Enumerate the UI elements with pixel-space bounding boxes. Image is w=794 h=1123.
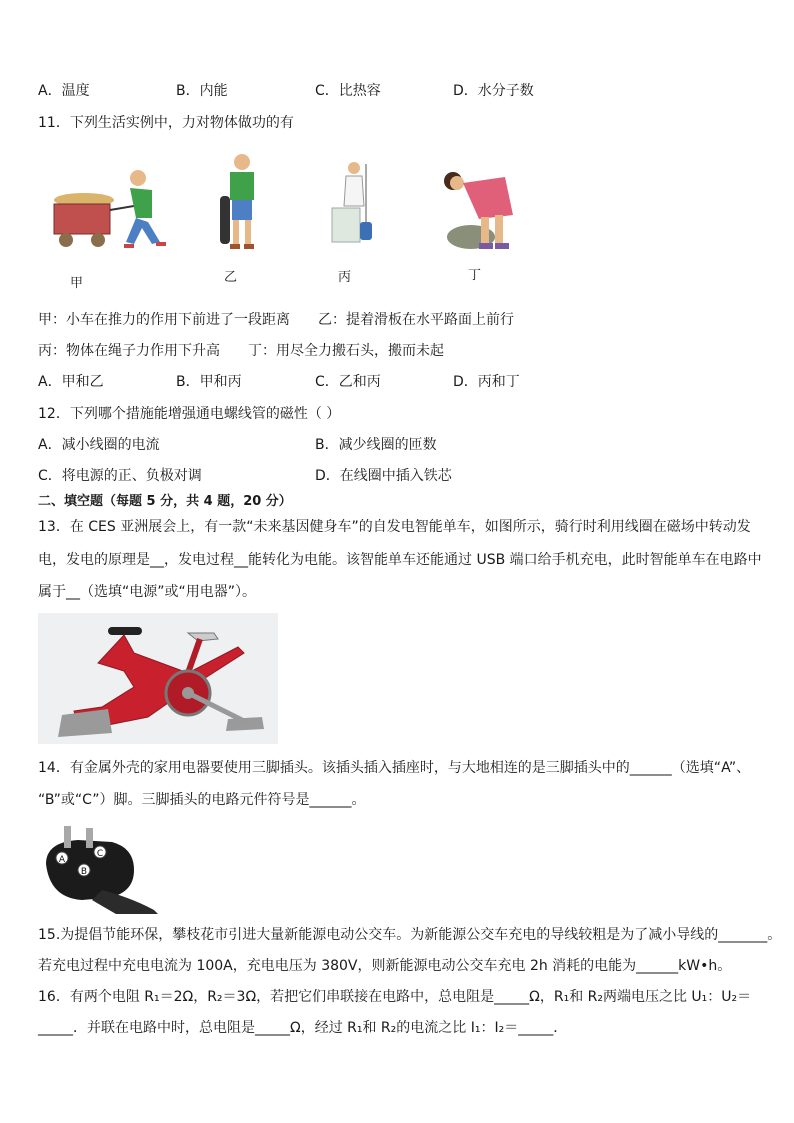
caption-yi: 乙 [224,270,238,285]
q11-option-a: A．甲和乙 [38,374,104,390]
raising-object-figure [330,160,380,244]
q15-line2: 若充电过程中充电电流为 100A，充电电压为 380V，则新能源电动公交车充电 2h 消耗的电能为______kW•h。 [38,958,732,974]
three-pin-plug-image [42,824,158,914]
caption-bing: 丙 [338,270,352,285]
q13-line3: 属于__（选填“电源”或“用电器”）。 [38,584,257,600]
plug-label-b: B [80,867,88,877]
q12-option-a: A．减小线圈的电流 [38,437,160,453]
q13-line2: 电，发电的原理是__，发电过程__能转化为电能。该智能单车还能通过 USB 端口给手机充电，此时智能单车在电路中 [38,552,762,568]
q16-line2: _____．并联在电路中时，总电阻是_____Ω，经过 R₁和 R₂的电流之比 I₁：I₂＝_____． [38,1020,568,1036]
q14-line2: “B”或“C”）脚。三脚插头的电路元件符号是______。 [38,792,366,808]
q13-line1: 13．在 CES 亚洲展会上，有一款“未来基因健身车”的自发电智能单车，如图所示，骑行时利用线圈在磁场中转动发 [38,519,751,535]
q12-option-c: C．将电源的正、负极对调 [38,468,202,484]
holding-skateboard-figure [218,152,266,252]
q15-line1: 15.为提倡节能环保，攀枝花市引进大量新能源电动公交车。为新能源公交车充电的导线较粗是为了减小导线的_______。 [38,927,782,943]
fitness-bike-image [38,613,278,744]
lifting-stone-figure [435,165,525,251]
caption-jia: 甲 [70,276,84,291]
q11-desc-line2: 丙：物体在绳子力作用下升高 丁：用尽全力搬石头，搬而未起 [38,343,444,359]
q12-option-b: B．减少线圈的匝数 [315,437,437,453]
section-heading-fill-in: 二、填空题（每题 5 分，共 4 题，20 分） [38,494,292,509]
caption-ding: 丁 [468,268,482,283]
plug-label-a: A [58,855,66,865]
q11-option-d: D．丙和丁 [453,374,520,390]
q14-line1: 14．有金属外壳的家用电器要使用三脚插头。该插头插入插座时，与大地相连的是三脚插头中的______（选填“A”、 [38,760,751,776]
q11-stem: 11．下列生活实例中，力对物体做功的有 [38,115,294,131]
q10-option-d: D．水分子数 [453,83,534,99]
q12-stem: 12．下列哪个措施能增强通电螺线管的磁性（ ） [38,406,341,422]
q11-desc-line1: 甲：小车在推力的作用下前进了一段距离 乙：提着滑板在水平路面上前行 [38,312,514,328]
q11-option-b: B．甲和丙 [176,374,242,390]
q10-option-a: A．温度 [38,83,90,99]
q10-option-b: B．内能 [176,83,228,99]
pushing-cart-figure [48,160,180,252]
plug-label-c: C [96,849,104,859]
q16-line1: 16．有两个电阻 R₁＝2Ω，R₂＝3Ω，若把它们串联接在电路中，总电阻是_____Ω，R₁和 R₂两端电压之比 U₁：U₂＝ [38,989,752,1005]
q10-option-c: C．比热容 [315,83,381,99]
q12-option-d: D．在线圈中插入铁芯 [315,468,452,484]
q11-option-c: C．乙和丙 [315,374,381,390]
